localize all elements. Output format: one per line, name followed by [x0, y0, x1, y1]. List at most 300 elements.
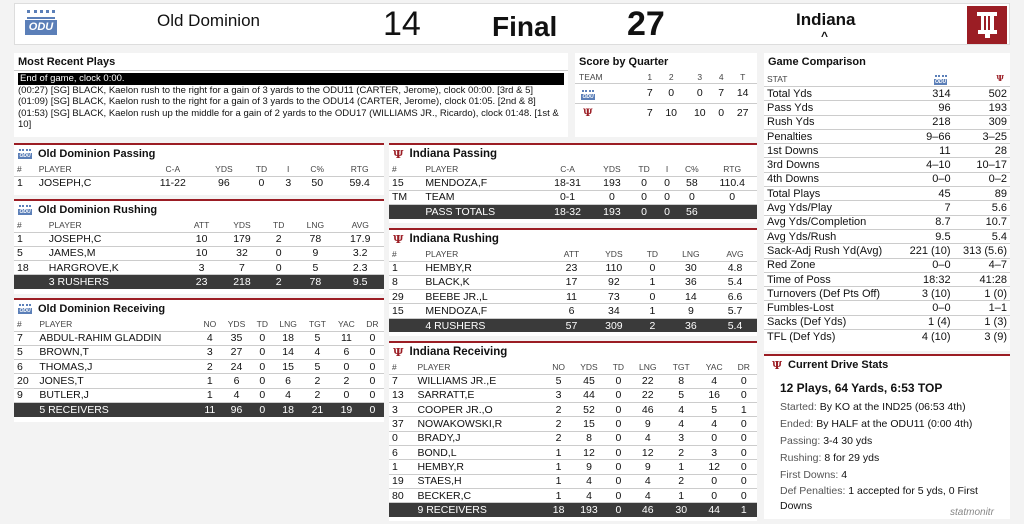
- statmonitr-logo: statmonitr: [950, 507, 994, 518]
- table-cell: 9 RECEIVERS: [414, 503, 545, 517]
- table-cell: 2: [303, 374, 332, 388]
- table-cell: 0: [251, 345, 273, 359]
- table-cell: MENDOZA,F: [422, 304, 551, 318]
- table-cell: 2: [636, 318, 669, 332]
- table-cell: 14: [669, 290, 713, 304]
- header-row: [389, 163, 757, 176]
- table-cell: 0: [251, 331, 273, 345]
- comparison-cell: 89: [954, 187, 1010, 201]
- table-cell: 4: [665, 403, 698, 417]
- comparison-cell: Rush Yds: [764, 115, 901, 129]
- odu-passing-title: ODU Old Dominion Passing: [19, 148, 156, 160]
- possession-chevron-icon: ^: [821, 29, 829, 43]
- iu-passing-title: Ψ Indiana Passing: [393, 147, 498, 161]
- table-cell: 1: [731, 503, 757, 517]
- comparison-cell: 5.4: [954, 229, 1010, 243]
- table-cell: 0: [245, 176, 277, 190]
- col-header: YDS: [233, 220, 251, 231]
- comparison-cell: 41:28: [954, 272, 1010, 286]
- col-header: TD: [255, 164, 268, 175]
- table-cell: 0: [731, 388, 757, 402]
- table-cell: 0: [251, 388, 273, 402]
- table-cell: 3.2: [336, 246, 384, 260]
- col-header: AVG: [351, 220, 369, 231]
- drive-title: [764, 356, 1010, 374]
- table-cell: TEAM: [422, 190, 541, 204]
- table-cell: [707, 205, 757, 219]
- table-cell: 12: [698, 460, 731, 474]
- table-cell: NOWAKOWSKI,R: [414, 417, 545, 431]
- drive-first-downs: First Downs: 4: [780, 469, 848, 481]
- header-row: [14, 219, 384, 232]
- col-header: YDS: [605, 249, 623, 260]
- table-cell: 3: [182, 261, 221, 275]
- comparison-row: [764, 272, 1010, 286]
- table-cell: 6.6: [713, 290, 757, 304]
- table-cell: 2: [545, 417, 572, 431]
- table-cell: 50: [299, 176, 335, 190]
- comparison-cell: Penalties: [764, 129, 901, 143]
- col-header: RTG: [723, 164, 742, 175]
- table-cell: 9: [631, 460, 665, 474]
- total-row: [389, 318, 757, 332]
- total-row: [389, 205, 757, 219]
- table-row: [389, 261, 757, 275]
- table-row: [389, 474, 757, 488]
- table-cell: 0: [606, 403, 631, 417]
- table-cell: 4: [631, 474, 665, 488]
- col-header: C-A: [560, 164, 575, 175]
- comparison-cell: 502: [954, 87, 1010, 101]
- score-by-quarter-panel: [575, 53, 757, 137]
- drive-penalties: Def Penalties: 1 accepted for 5 yds, 0 First Downs: [780, 485, 978, 512]
- table-cell: 1: [545, 474, 572, 488]
- comparison-row: [764, 287, 1010, 301]
- table-cell: 1: [665, 460, 698, 474]
- odu-rushing-title: ODU Old Dominion Rushing: [19, 204, 158, 216]
- table-cell: 18: [273, 331, 303, 345]
- drive-started: Started: By KO at the IND25 (06:53 4th): [780, 401, 966, 413]
- table-row: [389, 374, 757, 388]
- odu-rushing-table: [14, 219, 384, 289]
- header-row: [389, 248, 757, 261]
- quarter-row-home: [575, 103, 757, 123]
- comparison-cell: 3 (9): [954, 330, 1010, 344]
- table-cell: 27: [222, 345, 252, 359]
- table-cell: 0: [251, 402, 273, 416]
- odu-logo-icon: ODU: [18, 148, 32, 160]
- table-cell: 2: [545, 403, 572, 417]
- table-cell: 309: [592, 318, 636, 332]
- drive-summary: 12 Plays, 64 Yards, 6:53 TOP: [780, 381, 943, 395]
- table-cell: 6: [273, 374, 303, 388]
- col-header: YDS: [215, 164, 233, 175]
- table-cell: 34: [592, 304, 636, 318]
- table-cell: 1: [636, 275, 669, 289]
- table-cell: SARRATT,E: [414, 388, 545, 402]
- total-row: [389, 503, 757, 517]
- col-header: LNG: [306, 220, 325, 231]
- table-cell: TM: [389, 190, 422, 204]
- col-header: TD: [612, 362, 625, 373]
- table-cell: 4: [572, 474, 606, 488]
- col-header: DR: [737, 362, 750, 373]
- col-header: #: [392, 362, 397, 373]
- col-header: NO: [552, 362, 565, 373]
- comparison-cell: Fumbles-Lost: [764, 301, 901, 315]
- table-cell: 1: [731, 403, 757, 417]
- table-cell: 17: [551, 275, 591, 289]
- table-cell: 92: [592, 275, 636, 289]
- col-header: #: [392, 249, 397, 260]
- table-cell: 22: [631, 388, 665, 402]
- table-cell: 193: [593, 176, 630, 190]
- col-team: TEAM: [579, 71, 603, 82]
- comparison-cell: 1st Downs: [764, 144, 901, 158]
- table-cell: 30: [665, 503, 698, 517]
- table-cell: 0: [361, 388, 384, 402]
- table-cell: 10: [182, 246, 221, 260]
- table-cell: 1: [545, 488, 572, 502]
- table-cell: 0: [630, 176, 657, 190]
- comparison-cell: Turnovers (Def Pts Off): [764, 287, 901, 301]
- comparison-cell: Avg Yds/Rush: [764, 229, 901, 243]
- comparison-cell: 10–17: [954, 158, 1010, 172]
- table-cell: 21: [303, 402, 332, 416]
- table-cell: 0: [731, 417, 757, 431]
- table-cell: 0: [263, 261, 294, 275]
- quarter-title: Score by Quarter: [579, 56, 669, 68]
- comparison-row: [764, 158, 1010, 172]
- table-cell: 3: [545, 388, 572, 402]
- comparison-cell: 0–0: [901, 172, 954, 186]
- table-cell: 0: [658, 190, 677, 204]
- table-cell: 80: [389, 488, 414, 502]
- comparison-cell: Sacks (Def Yds): [764, 315, 901, 329]
- table-cell: 9: [294, 246, 336, 260]
- col-header: PLAYER: [38, 164, 72, 175]
- comparison-row: [764, 215, 1010, 229]
- odu-logo-icon: ODU: [581, 89, 595, 101]
- table-cell: 16: [698, 388, 731, 402]
- table-cell: 0: [731, 431, 757, 445]
- iu-logo-icon: Ψ: [772, 358, 783, 372]
- table-cell: 5.7: [713, 304, 757, 318]
- table-row: [14, 232, 384, 246]
- table-cell: 0: [707, 190, 757, 204]
- table-cell: 0: [731, 488, 757, 502]
- table-row: [14, 176, 384, 190]
- table-row: [389, 388, 757, 402]
- table-cell: 0: [361, 374, 384, 388]
- quarter-table: [575, 71, 757, 123]
- col-header: PLAYER: [425, 164, 459, 175]
- comparison-row: [764, 330, 1010, 344]
- odu-receiving-title: ODU Old Dominion Receiving: [19, 303, 166, 315]
- table-cell: 59.4: [335, 176, 384, 190]
- table-cell: 1: [389, 261, 422, 275]
- comparison-cell: 218: [901, 115, 954, 129]
- table-cell: 5: [303, 331, 332, 345]
- iu-logo: [967, 6, 1007, 44]
- col-header: TGT: [672, 362, 690, 373]
- odu-receiving-panel: [14, 298, 384, 422]
- iu-logo-icon: Ψ: [393, 345, 404, 359]
- table-cell: 0: [332, 360, 361, 374]
- table-cell: 12: [572, 445, 606, 459]
- table-row: [389, 445, 757, 459]
- col-header: I: [287, 164, 290, 175]
- comparison-cell: 0–0: [901, 258, 954, 272]
- table-cell: 5 RECEIVERS: [36, 402, 198, 416]
- table-cell: 11: [332, 331, 361, 345]
- comparison-row: [764, 144, 1010, 158]
- table-cell: 96: [222, 402, 252, 416]
- iu-receiving-title: Ψ Indiana Receiving: [393, 345, 508, 359]
- odu-logo-icon: ODU: [18, 204, 32, 216]
- table-row: [14, 388, 384, 402]
- table-cell: 46: [631, 503, 665, 517]
- odu-logo-icon: ODU: [18, 303, 32, 315]
- table-cell: 15: [389, 304, 422, 318]
- table-cell: 1: [14, 232, 46, 246]
- table-cell: JAMES,M: [46, 246, 183, 260]
- table-cell: 0: [636, 261, 669, 275]
- table-cell: 0: [332, 388, 361, 402]
- odu-passing-table: [14, 163, 384, 190]
- play-item: (00:27) [SG] BLACK, Kaelon rush to the right for a gain of 3 yards to the ODU11 (CARTER, Jerome), clock 00:00. [3rd & 5]: [18, 84, 533, 96]
- table-cell: ABDUL-RAHIM GLADDIN: [36, 331, 198, 345]
- table-cell: 4: [198, 331, 222, 345]
- comparison-row: [764, 315, 1010, 329]
- iu-logo-icon: Ψ: [393, 232, 404, 246]
- table-cell: 18: [545, 503, 572, 517]
- table-cell: HARGROVE,K: [46, 261, 183, 275]
- table-cell: 37: [389, 417, 414, 431]
- table-cell: [389, 503, 414, 517]
- table-cell: BOND,L: [414, 445, 545, 459]
- comparison-cell: 4–7: [954, 258, 1010, 272]
- col-header: C-A: [165, 164, 181, 175]
- comparison-cell: Pass Yds: [764, 101, 901, 115]
- comparison-cell: 314: [901, 87, 954, 101]
- comparison-cell: 0–0: [901, 301, 954, 315]
- comparison-row: [764, 172, 1010, 186]
- comparison-cell: 0–2: [954, 172, 1010, 186]
- table-cell: BECKER,C: [414, 488, 545, 502]
- table-row: [389, 176, 757, 190]
- q-cell: 7: [643, 103, 657, 123]
- table-cell: 8: [665, 374, 698, 388]
- col-header: TD: [638, 164, 650, 175]
- table-cell: 9: [669, 304, 713, 318]
- away-team-name: Old Dominion: [157, 11, 260, 30]
- table-cell: 22: [631, 374, 665, 388]
- table-cell: 5: [294, 261, 336, 275]
- comparison-cell: 10.7: [954, 215, 1010, 229]
- table-cell: 5: [14, 345, 36, 359]
- q-cell: 7: [643, 83, 657, 103]
- table-cell: 2: [545, 431, 572, 445]
- col-header: TD: [646, 249, 659, 260]
- comparison-cell: 11: [901, 144, 954, 158]
- odu-receiving-table: [14, 318, 384, 417]
- table-cell: 0: [251, 374, 273, 388]
- iu-rushing-table: [389, 248, 757, 332]
- table-cell: 4: [698, 417, 731, 431]
- table-cell: 2: [198, 360, 222, 374]
- table-cell: 0: [361, 345, 384, 359]
- col-header: YAC: [337, 319, 355, 330]
- table-cell: BRADY,J: [414, 431, 545, 445]
- table-cell: 4.8: [713, 261, 757, 275]
- table-cell: 3 RUSHERS: [46, 275, 183, 289]
- col-header: TD: [273, 220, 285, 231]
- table-cell: 3: [389, 403, 414, 417]
- comparison-cell: 7: [901, 201, 954, 215]
- table-cell: 56: [676, 205, 707, 219]
- table-cell: 9: [14, 388, 36, 402]
- comparison-cell: 96: [901, 101, 954, 115]
- table-cell: 44: [698, 503, 731, 517]
- comparison-row: [764, 115, 1010, 129]
- table-cell: 20: [14, 374, 36, 388]
- col-header: PLAYER: [39, 319, 73, 330]
- table-cell: MENDOZA,F: [422, 176, 541, 190]
- table-cell: 5: [665, 388, 698, 402]
- table-cell: 4: [698, 374, 731, 388]
- table-cell: 4: [665, 417, 698, 431]
- table-cell: 5: [698, 403, 731, 417]
- comparison-cell: 4th Downs: [764, 172, 901, 186]
- score-header: [14, 3, 1010, 45]
- table-cell: 0: [251, 360, 273, 374]
- comparison-cell: 1 (4): [901, 315, 954, 329]
- table-cell: 218: [221, 275, 263, 289]
- comparison-row: [764, 258, 1010, 272]
- play-item: End of game, clock 0:00.: [18, 73, 564, 85]
- comparison-cell: 5.6: [954, 201, 1010, 215]
- table-row: [389, 190, 757, 204]
- table-cell: 15: [273, 360, 303, 374]
- table-cell: 1: [389, 460, 414, 474]
- table-cell: 15: [389, 176, 422, 190]
- play-item: (01:09) [SG] BLACK, Kaelon rush to the right for a gain of 3 yards to the ODU14 (CARTER, Jerome), clock 01:05. [2nd & 8]: [18, 96, 536, 107]
- odu-logo-icon: ODU: [934, 74, 948, 86]
- col-header: TD: [256, 319, 268, 330]
- recent-plays-panel: [14, 53, 568, 137]
- table-row: [389, 460, 757, 474]
- col-header: ATT: [563, 249, 580, 260]
- table-cell: HEMBY,R: [422, 261, 551, 275]
- table-cell: 9: [631, 417, 665, 431]
- comparison-cell: 45: [901, 187, 954, 201]
- col-q4: 4: [718, 71, 724, 82]
- play-item: (01:53) [SG] BLACK, Kaelon rush up the middle for a gain of 2 yards to the ODU17 (WILLIAMS JR., Ricardo), clock 01:48. [1st & 10]: [18, 107, 559, 130]
- comparison-cell: 313 (5.6): [954, 244, 1010, 258]
- comparison-row: [764, 129, 1010, 143]
- comparison-cell: 9–66: [901, 129, 954, 143]
- table-cell: 2.3: [336, 261, 384, 275]
- comparison-cell: Total Yds: [764, 87, 901, 101]
- table-cell: [389, 205, 422, 219]
- home-team-name: Indiana: [796, 10, 856, 29]
- q-cell: 0: [685, 83, 714, 103]
- comparison-cell: 309: [954, 115, 1010, 129]
- table-cell: 2: [263, 232, 294, 246]
- table-cell: 193: [572, 503, 606, 517]
- iu-passing-table: [389, 163, 757, 219]
- table-cell: 4: [273, 388, 303, 402]
- comparison-cell: 221 (10): [901, 244, 954, 258]
- table-cell: 36: [669, 275, 713, 289]
- table-cell: 32: [221, 246, 263, 260]
- table-row: [389, 403, 757, 417]
- comparison-row: [764, 187, 1010, 201]
- quarter-row-away: [575, 83, 757, 103]
- table-row: [14, 331, 384, 345]
- table-cell: 0: [263, 246, 294, 260]
- col-header: RTG: [350, 164, 369, 175]
- col-q1: 1: [647, 71, 653, 82]
- table-cell: 0: [731, 474, 757, 488]
- table-cell: COOPER JR.,O: [414, 403, 545, 417]
- col-header: LNG: [682, 249, 700, 260]
- home-score: 27: [627, 5, 665, 43]
- table-cell: 0: [606, 488, 631, 502]
- col-header: C%: [685, 164, 699, 175]
- game-status: Final: [492, 11, 558, 42]
- table-cell: JOSEPH,C: [36, 176, 144, 190]
- table-cell: 0: [361, 360, 384, 374]
- col-stat: STAT: [767, 73, 788, 84]
- table-cell: [389, 318, 422, 332]
- table-cell: 17.9: [336, 232, 384, 246]
- table-cell: 0: [606, 431, 631, 445]
- table-cell: 0: [731, 445, 757, 459]
- table-cell: 29: [389, 290, 422, 304]
- table-cell: PASS TOTALS: [422, 205, 541, 219]
- table-cell: 1: [636, 304, 669, 318]
- table-cell: 36: [669, 318, 713, 332]
- table-cell: 73: [592, 290, 636, 304]
- table-cell: 6: [551, 304, 591, 318]
- col-header: TGT: [308, 319, 326, 330]
- table-cell: 11-22: [143, 176, 202, 190]
- table-cell: 5: [545, 374, 572, 388]
- comparison-cell: Sack-Adj Rush Yd(Avg): [764, 244, 901, 258]
- table-row: [14, 246, 384, 260]
- col-header: NO: [203, 319, 217, 330]
- table-cell: 0: [676, 190, 707, 204]
- comparison-cell: 3–25: [954, 129, 1010, 143]
- table-cell: 23: [182, 275, 221, 289]
- table-cell: 0-1: [542, 190, 594, 204]
- table-cell: 30: [669, 261, 713, 275]
- table-cell: 52: [572, 403, 606, 417]
- table-cell: 5: [14, 246, 46, 260]
- col-header: LNG: [279, 319, 297, 330]
- q-cell: 0: [714, 103, 728, 123]
- game-comparison-panel: [764, 53, 1010, 351]
- table-cell: 11: [198, 402, 222, 416]
- table-cell: 58: [676, 176, 707, 190]
- col-total: T: [740, 71, 746, 82]
- iu-receiving-panel: [389, 341, 757, 521]
- table-cell: 0: [593, 190, 630, 204]
- table-cell: 0: [361, 402, 384, 416]
- table-cell: 1: [198, 388, 222, 402]
